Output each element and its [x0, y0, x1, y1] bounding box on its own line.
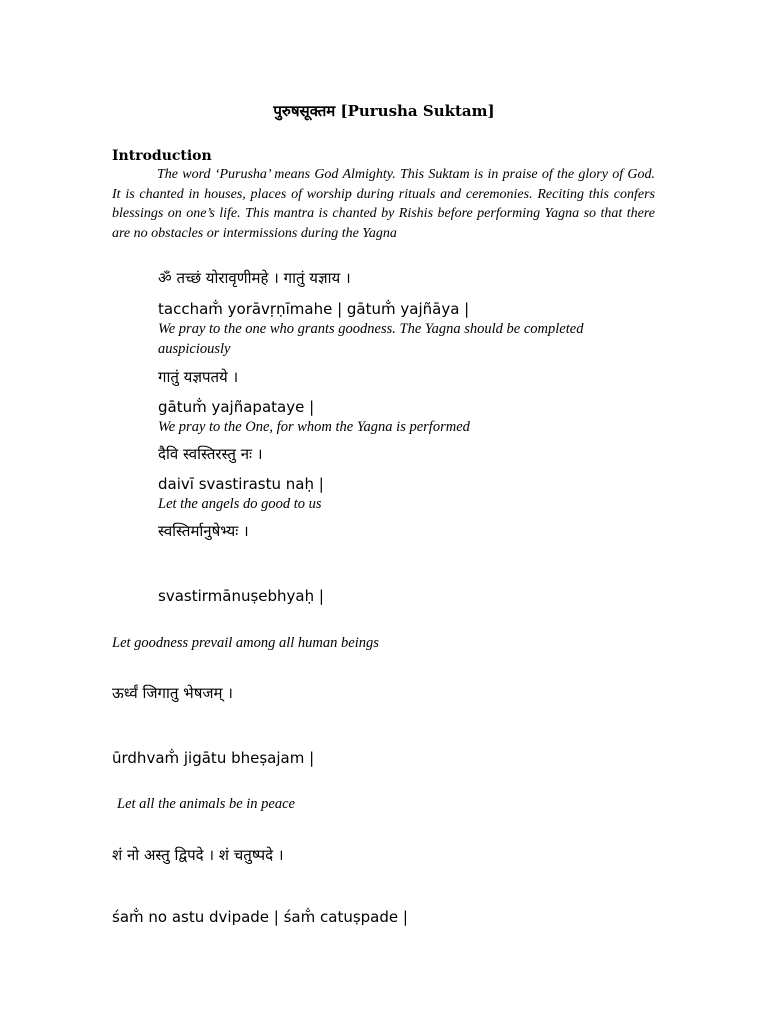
verse-translation: Let all the animals be in peace: [117, 796, 295, 812]
verse-translation: We pray to the one who grants goodness. The Yagna should be completed auspiciously: [158, 321, 584, 357]
verse-translation: We pray to the One, for whom the Yagna is performed: [158, 419, 470, 435]
verse-sanskrit: दैवि स्वस्तिरस्तु नः ।: [158, 445, 263, 463]
verse-transliteration: śam̐ no astu dvipade | śam̐ catuṣpade |: [112, 908, 408, 926]
verse-transliteration: gātum̐ yajñapataye |: [158, 398, 315, 416]
verse-sanskrit: शं नो अस्तु द्विपदे । शं चतुष्पदे ।: [112, 846, 284, 864]
verse-sanskrit: ऊर्ध्वं जिगातु भेषजम् ।: [112, 684, 233, 702]
section-heading: Introduction: [112, 148, 212, 164]
verse-sanskrit: गातुं यज्ञपतये ।: [158, 368, 239, 386]
verse-translation: Let the angels do good to us: [158, 496, 322, 512]
verse-transliteration: ūrdhvam̐ jigātu bheṣajam |: [112, 749, 315, 767]
verse-translation: Let goodness prevail among all human beings: [112, 635, 379, 651]
verse-sanskrit: स्वस्तिर्मानुषेभ्यः ।: [158, 522, 249, 540]
intro-paragraph: The word ‘Purusha’ means God Almighty. This Suktam is in praise of the glory of God. It is chanted in houses, places of worship during rituals and ceremonies. Reciting this confers blessings on one’s life. This mantra is chanted by Rishis before performing Yagna so that there are no obstacles or intermissions during the Yagna: [112, 167, 655, 241]
verse-sanskrit: ॐ तच्छं योरावृणीमहे । गातुं यज्ञाय ।: [158, 269, 351, 287]
verse-transliteration: taccham̐ yorāvṛṇīmahe | gātum̐ yajñāya |: [158, 300, 470, 318]
page-title: पुरुषसूक्तम [Purusha Suktam]: [273, 102, 495, 120]
verse-transliteration: svastirmānuṣebhyaḥ |: [158, 587, 324, 605]
verse-transliteration: daivī svastirastu naḥ |: [158, 475, 324, 493]
